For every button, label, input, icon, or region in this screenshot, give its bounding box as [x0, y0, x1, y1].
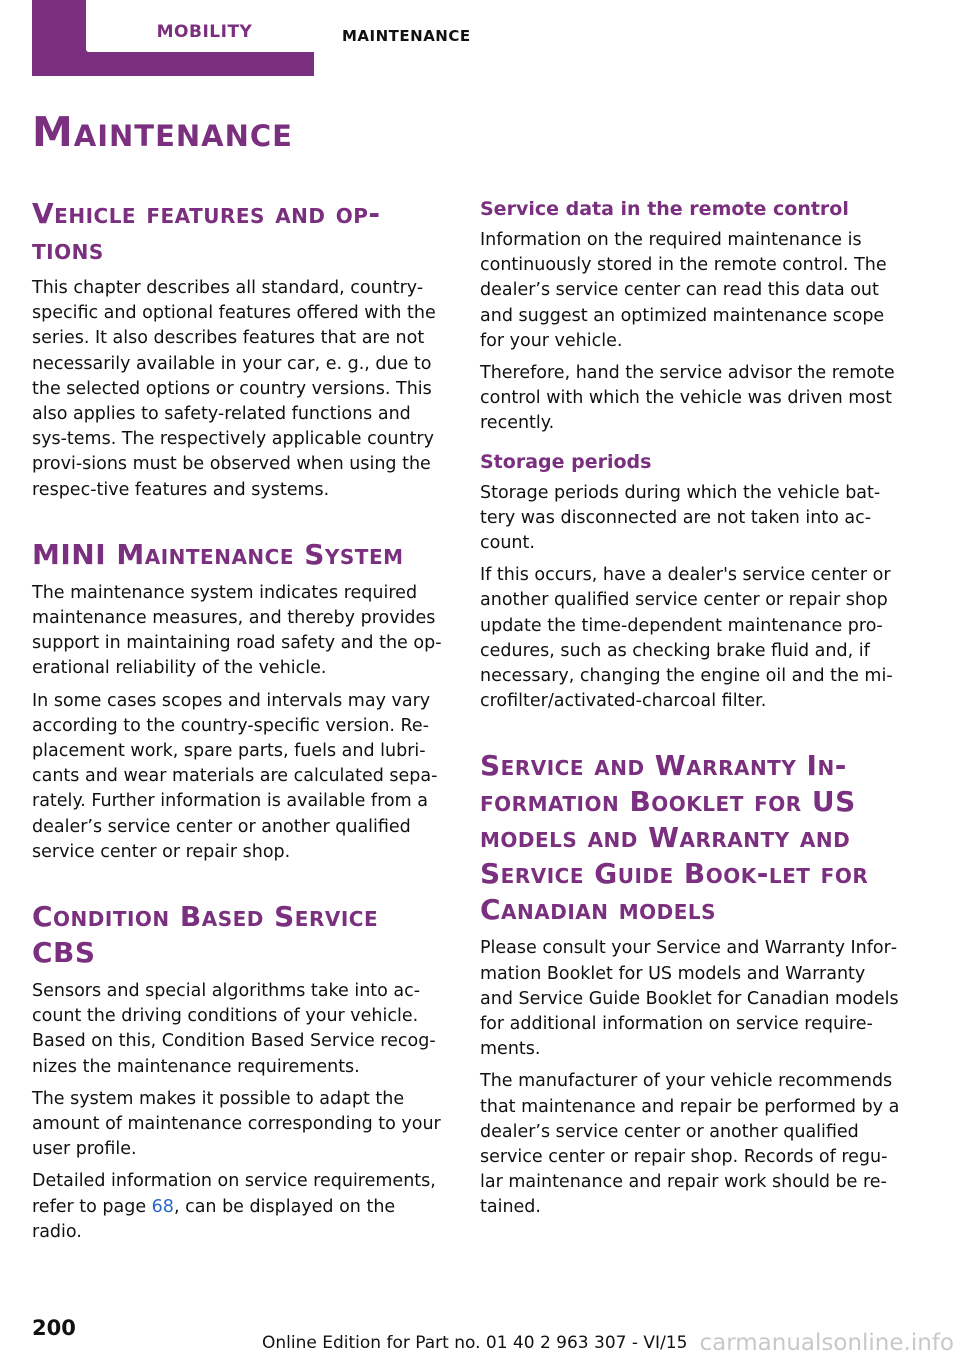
page-link[interactable]: 68	[151, 1196, 174, 1217]
paragraph-page-reference	[32, 1169, 450, 1245]
left-column	[32, 196, 450, 1252]
section-heading-maintenance-system: MINI Maintenance System	[32, 537, 404, 571]
paragraph: If this occurs, have a dealer's service center or another qualified service center or repair shop update the time-dependent maintenance pro‐cedures, such as checking brake fluid and, if necessary, changing the engine oil and the mi‐crofilter/activated-charcoal filter.	[480, 565, 893, 712]
paragraph: This chapter describes all standard, country-specific and optional features offered with the series. It also describes features that are not necessarily available in your car, e. g., due to the selected options or country versions. This also applies to safety-related functions and sys‐tems. The respectively applicable country provi‐sions must be observed when using the respec‐tive features and systems.	[32, 278, 436, 500]
paragraph: The maintenance system indicates required maintenance measures, and thereby provides support in maintaining road safety and the op‐erational reliability of the vehicle.	[32, 582, 442, 679]
paragraph: Sensors and special algorithms take into ac‐count the driving conditions of your vehicle. Based on this, Condition Based Service recog‐nizes the maintenance requirements.	[32, 981, 436, 1077]
chapter-tab	[32, 0, 314, 76]
section-label: MAINTENANCE	[342, 27, 471, 45]
watermark: carmanualsonline.info	[699, 1330, 954, 1356]
paragraph: Please consult your Service and Warranty Infor‐mation Booklet for US models and Warranty and Service Guide Booklet for Canadian models for additional information on service require‐ments.	[480, 938, 899, 1060]
paragraph: Storage periods during which the vehicle bat‐tery was disconnected are not taken into ac‐count.	[480, 482, 881, 554]
paragraph: Information on the required maintenance is continuously stored in the remote control. The dealer’s service center can read this data out and suggest an optimized maintenance scope for your vehicle.	[480, 230, 887, 351]
subheading-storage-periods: Storage periods	[480, 450, 652, 473]
page-reference-text-end: , can be displayed on the radio.	[32, 1196, 396, 1242]
section-heading-cbs: Condition Based Service CBS	[32, 900, 379, 970]
page-reference-text: Detailed information on service requirements, refer to page	[32, 1171, 436, 1217]
chapter-tab-label: MOBILITY	[156, 22, 253, 42]
right-column	[480, 196, 900, 1228]
paragraph: The manufacturer of your vehicle recommends that maintenance and repair be performed by a dealer’s service center or another qualified service center or repair shop. Records of regu‐lar maintenance and repair work should be re‐tained.	[480, 1071, 900, 1218]
page-title: Maintenance	[32, 108, 293, 156]
section-heading-vehicle-features: Vehicle features and op‐tions	[32, 197, 381, 266]
page-number: 200	[32, 1316, 76, 1340]
section-heading-warranty-booklet: Service and Warranty In‐formation Booklet for US models and Warranty and Service Guide Book‐let for Canadian models	[480, 749, 869, 927]
paragraph: The system makes it possible to adapt the amount of maintenance corresponding to your user profile.	[32, 1088, 441, 1160]
edition-footer: Online Edition for Part no. 01 40 2 963 307 - VI/15	[262, 1333, 688, 1353]
paragraph: In some cases scopes and intervals may vary according to the country-specific version. Re‐placement work, spare parts, fuels and lubri‐cants and wear materials are calculated sepa‐rately. Further information is available from a dealer’s service center or another qualified service center or repair shop.	[32, 690, 438, 862]
subheading-service-data: Service data in the remote control	[480, 198, 849, 220]
paragraph: Therefore, hand the service advisor the remote control with which the vehicle was driven most recently.	[480, 363, 895, 434]
